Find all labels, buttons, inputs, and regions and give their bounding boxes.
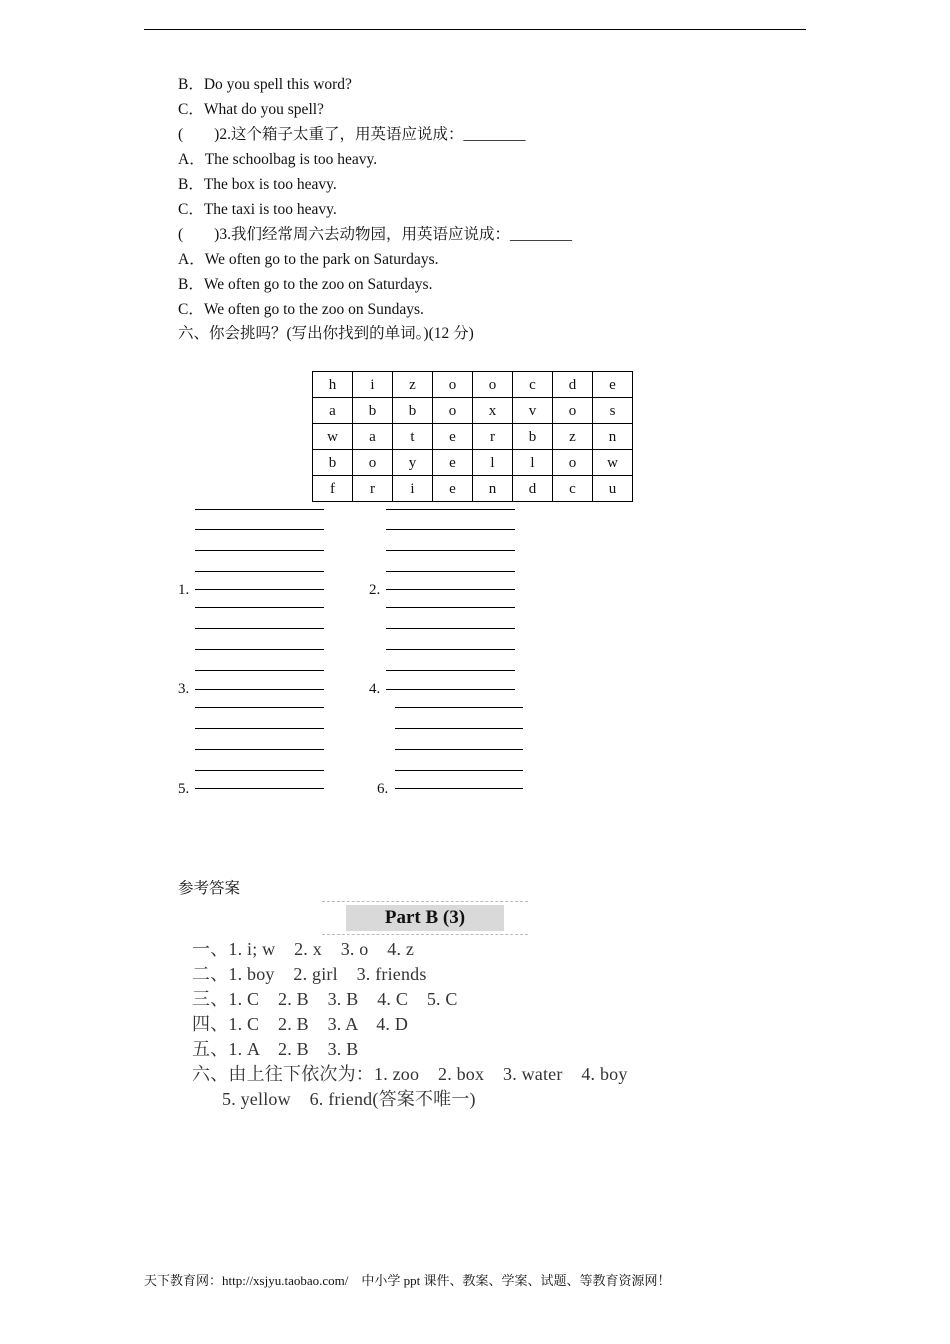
grid-cell: i <box>393 476 433 502</box>
grid-cell: b <box>313 450 353 476</box>
grid-cell: u <box>593 476 633 502</box>
writing-line <box>195 689 324 690</box>
part-label-banner <box>322 901 528 935</box>
answer-line: 四、1. C 2. B 3. A 4. D <box>192 1014 409 1034</box>
grid-cell: z <box>553 424 593 450</box>
grid-cell: v <box>513 398 553 424</box>
grid-cell: w <box>313 424 353 450</box>
grid-cell: d <box>553 372 593 398</box>
answer-line: 三、1. C 2. B 3. B 4. C 5. C <box>192 989 458 1009</box>
grid-cell: o <box>353 450 393 476</box>
grid-cell: h <box>313 372 353 398</box>
grid-cell: s <box>593 398 633 424</box>
question-2: ( )2.这个箱子太重了，用英语应说成：________ <box>178 126 526 143</box>
answer-line: 二、1. boy 2. girl 3. friends <box>192 964 427 984</box>
grid-cell: o <box>433 372 473 398</box>
grid-cell: t <box>393 424 433 450</box>
grid-cell: e <box>593 372 633 398</box>
grid-cell: e <box>433 450 473 476</box>
blank-number: 6. <box>377 781 389 797</box>
grid-cell: c <box>513 372 553 398</box>
writing-line <box>195 628 324 629</box>
option-2c: C．The taxi is too heavy. <box>178 201 337 218</box>
grid-cell: l <box>473 450 513 476</box>
grid-cell: x <box>473 398 513 424</box>
writing-line <box>386 607 515 608</box>
blank-number: 5. <box>178 781 190 797</box>
writing-line <box>395 788 523 789</box>
blank-number: 1. <box>178 582 190 598</box>
option-2b: B．The box is too heavy. <box>178 176 337 193</box>
option-2a: A．The schoolbag is too heavy. <box>178 151 378 168</box>
grid-cell: o <box>473 372 513 398</box>
blank-number: 2. <box>369 582 381 598</box>
writing-line <box>195 571 324 572</box>
writing-line <box>195 770 324 771</box>
writing-line <box>195 589 324 590</box>
writing-line <box>386 550 515 551</box>
grid-cell: n <box>593 424 633 450</box>
option-1c: C．What do you spell? <box>178 101 324 118</box>
writing-line <box>386 509 515 510</box>
grid-cell: l <box>513 450 553 476</box>
grid-row <box>313 450 633 476</box>
writing-line <box>195 509 324 510</box>
grid-cell: d <box>513 476 553 502</box>
grid-row <box>313 398 633 424</box>
grid-cell: r <box>473 424 513 450</box>
answer-line: 5. yellow 6. friend(答案不唯一) <box>222 1089 476 1109</box>
writing-line <box>386 689 515 690</box>
writing-line <box>195 728 324 729</box>
word-search-grid <box>312 371 633 502</box>
grid-cell: o <box>553 450 593 476</box>
grid-cell: r <box>353 476 393 502</box>
grid-cell: i <box>353 372 393 398</box>
grid-cell: n <box>473 476 513 502</box>
option-3a: A．We often go to the park on Saturdays. <box>178 251 439 268</box>
option-1b: B．Do you spell this word? <box>178 76 352 93</box>
writing-line <box>386 649 515 650</box>
writing-line <box>395 728 523 729</box>
answer-line: 五、1. A 2. B 3. B <box>192 1039 359 1059</box>
writing-line <box>386 670 515 671</box>
grid-row <box>313 476 633 502</box>
grid-cell: b <box>353 398 393 424</box>
grid-cell: b <box>513 424 553 450</box>
grid-cell: o <box>433 398 473 424</box>
grid-cell: e <box>433 424 473 450</box>
grid-row <box>313 372 633 398</box>
writing-line <box>386 529 515 530</box>
grid-cell: y <box>393 450 433 476</box>
answer-line: 六、由上往下依次为：1. zoo 2. box 3. water 4. boy <box>192 1064 628 1084</box>
blank-number: 4. <box>369 681 381 697</box>
grid-cell: w <box>593 450 633 476</box>
grid-cell: a <box>353 424 393 450</box>
header-rule <box>144 29 806 30</box>
writing-line <box>195 550 324 551</box>
writing-line <box>195 529 324 530</box>
writing-line <box>386 589 515 590</box>
grid-cell: o <box>553 398 593 424</box>
writing-line <box>195 707 324 708</box>
grid-cell: a <box>313 398 353 424</box>
writing-line <box>395 770 523 771</box>
writing-line <box>386 571 515 572</box>
writing-line <box>395 707 523 708</box>
writing-line <box>386 628 515 629</box>
grid-cell: z <box>393 372 433 398</box>
grid-cell: f <box>313 476 353 502</box>
part-label: Part B (3) <box>346 905 504 931</box>
grid-row <box>313 424 633 450</box>
grid-cell: b <box>393 398 433 424</box>
writing-line <box>195 749 324 750</box>
writing-line <box>195 788 324 789</box>
writing-line <box>195 607 324 608</box>
blank-number: 3. <box>178 681 190 697</box>
section-6-heading: 六、你会挑吗？(写出你找到的单词。)(12 分) <box>178 325 474 342</box>
writing-line <box>195 649 324 650</box>
footer-text: 天下教育网：http://xsjyu.taobao.com/ 中小学 ppt 课件、教案、学案、试题、等教育资源网！ <box>144 1273 671 1288</box>
answer-key-title: 参考答案 <box>178 880 241 897</box>
question-3: ( )3.我们经常周六去动物园，用英语应说成：________ <box>178 226 572 243</box>
writing-line <box>195 670 324 671</box>
grid-cell: e <box>433 476 473 502</box>
answer-line: 一、1. i; w 2. x 3. o 4. z <box>192 939 415 959</box>
grid-cell: c <box>553 476 593 502</box>
option-3b: B．We often go to the zoo on Saturdays. <box>178 276 433 293</box>
writing-line <box>395 749 523 750</box>
option-3c: C．We often go to the zoo on Sundays. <box>178 301 424 318</box>
